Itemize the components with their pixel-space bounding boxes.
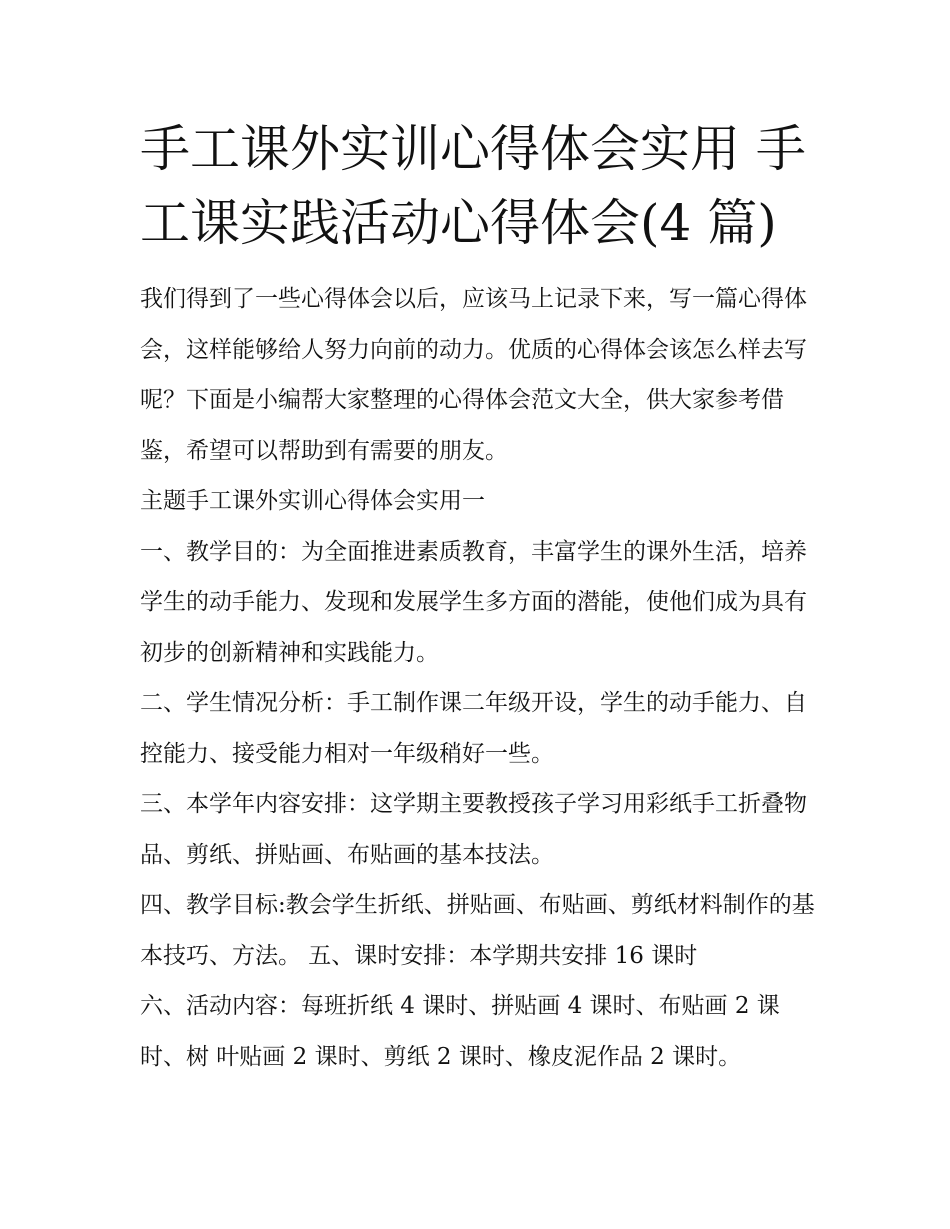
document-body bbox=[140, 274, 820, 1082]
intro-paragraph: 我们得到了一些心得体会以后，应该马上记录下来，写一篇心得体会，这样能够给人努力向前的动力。优质的心得体会该怎么样去写呢？下面是小编帮大家整理的心得体会范文大全，供大家参考借鉴，希望可以帮助到有需要的朋友。 bbox=[140, 286, 807, 464]
paragraph-teaching-goals: 四、教学目标:教会学生折纸、拼贴画、布贴画、剪纸材料制作的基本技巧、方法。 五、课时安排：本学期共安排 16 课时 bbox=[140, 892, 815, 969]
document-title: 手工课外实训心得体会实用 手工课实践活动心得体会(4 篇) bbox=[140, 120, 806, 252]
paragraph-student-analysis: 二、学生情况分析：手工制作课二年级开设，学生的动手能力、自控能力、接受能力相对一年级稍好一些。 bbox=[140, 690, 807, 767]
paragraph-activity-content: 六、活动内容：每班折纸 4 课时、拼贴画 4 课时、布贴画 2 课时、树 叶贴画 2 课时、剪纸 2 课时、橡皮泥作品 2 课时。 bbox=[140, 993, 780, 1070]
paragraph-teaching-purpose: 一、教学目的：为全面推进素质教育，丰富学生的课外生活，培养学生的动手能力、发现和发展学生多方面的潜能，使他们成为具有初步的创新精神和实践能力。 bbox=[140, 538, 807, 666]
paragraph-content-arrangement: 三、本学年内容安排：这学期主要教授孩子学习用彩纸手工折叠物品、剪纸、拼贴画、布贴画的基本技法。 bbox=[140, 791, 807, 868]
section-heading: 主题手工课外实训心得体会实用一 bbox=[140, 488, 485, 514]
